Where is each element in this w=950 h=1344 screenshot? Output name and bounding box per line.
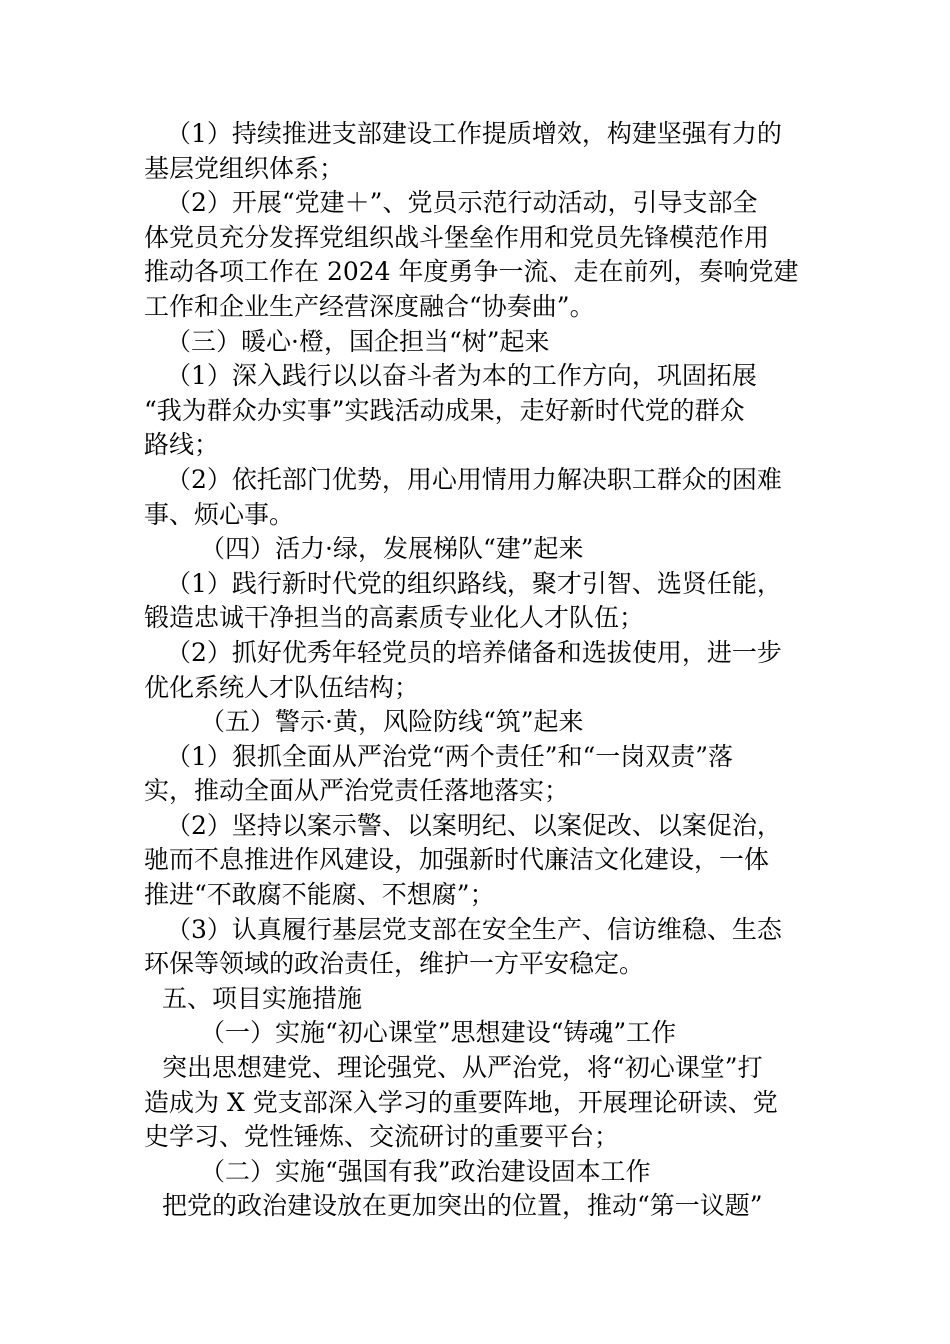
paragraph-line: （2）坚持以案示警、以案明纪、以案促改、以案促治，	[166, 810, 782, 840]
paragraph-line: 推进“不敢腐不能腐、不想腐”；	[144, 880, 495, 910]
paragraph-line: 把党的政治建设放在更加突出的位置，推动“第一议题”	[162, 1191, 763, 1221]
paragraph-line: （2）开展“党建＋”、党员示范行动活动，引导支部全	[166, 188, 758, 218]
paragraph-line: 路线；	[144, 430, 220, 460]
section-heading: （四）活力·绿，发展梯队“建”起来	[200, 534, 584, 564]
section-heading: （三）暖心·橙，国企担当“树”起来	[166, 326, 550, 356]
paragraph-line: 史学习、党性锤炼、交流研讨的重要平台；	[144, 1122, 620, 1152]
paragraph-line: 实，推动全面从严治党责任落地落实；	[144, 776, 570, 806]
paragraph-line: 驰而不息推进作风建设，加强新时代廉洁文化建设，一体	[144, 845, 770, 875]
paragraph-line: （2）抓好优秀年轻党员的培养储备和选拔使用，进一步	[166, 637, 782, 667]
paragraph-line: （3）认真履行基层党支部在安全生产、信访维稳、生态	[166, 914, 782, 944]
paragraph-line: （1）深入践行以以奋斗者为本的工作方向，巩固拓展	[166, 361, 757, 391]
paragraph-line: 锻造忠诚干净担当的高素质专业化人才队伍；	[144, 603, 645, 633]
paragraph-line: （2）依托部门优势，用心用情用力解决职工群众的困难	[166, 464, 782, 494]
paragraph-line: 事、烦心事。	[144, 499, 295, 529]
paragraph-line: 推动各项工作在 2024 年度勇争一流、走在前列，奏响党建	[144, 257, 799, 287]
paragraph-line: “我为群众办实事”实践活动成果，走好新时代党的群众	[144, 395, 745, 425]
paragraph-line: 基层党组织体系；	[144, 153, 345, 183]
paragraph-line: 体党员充分发挥党组织战斗堡垒作用和党员先锋模范作用	[144, 222, 770, 252]
paragraph-line: （1）狠抓全面从严治党“两个责任”和“一岗双责”落	[166, 741, 734, 771]
section-heading: （一）实施“初心课堂”思想建设“铸魂”工作	[200, 1018, 677, 1048]
paragraph-line: 优化系统人才队伍结构；	[144, 672, 420, 702]
paragraph-line: 造成为 X 党支部深入学习的重要阵地，开展理论研读、党	[144, 1087, 778, 1117]
chapter-heading: 五、项目实施措施	[162, 983, 363, 1013]
section-heading: （二）实施“强国有我”政治建设固本工作	[200, 1156, 651, 1186]
paragraph-line: 突出思想建党、理论强党、从严治党，将“初心课堂”打	[162, 1053, 763, 1083]
section-heading: （五）警示·黄，风险防线“筑”起来	[200, 707, 584, 737]
paragraph-line: 工作和企业生产经营深度融合“协奏曲”。	[144, 291, 595, 321]
paragraph-line: 环保等领域的政治责任，维护一方平安稳定。	[144, 949, 645, 979]
document-page	[144, 117, 808, 1224]
paragraph-line: （1）践行新时代党的组织路线，聚才引智、选贤任能，	[166, 568, 782, 598]
paragraph-line: （1）持续推进支部建设工作提质增效，构建坚强有力的	[166, 119, 782, 148]
